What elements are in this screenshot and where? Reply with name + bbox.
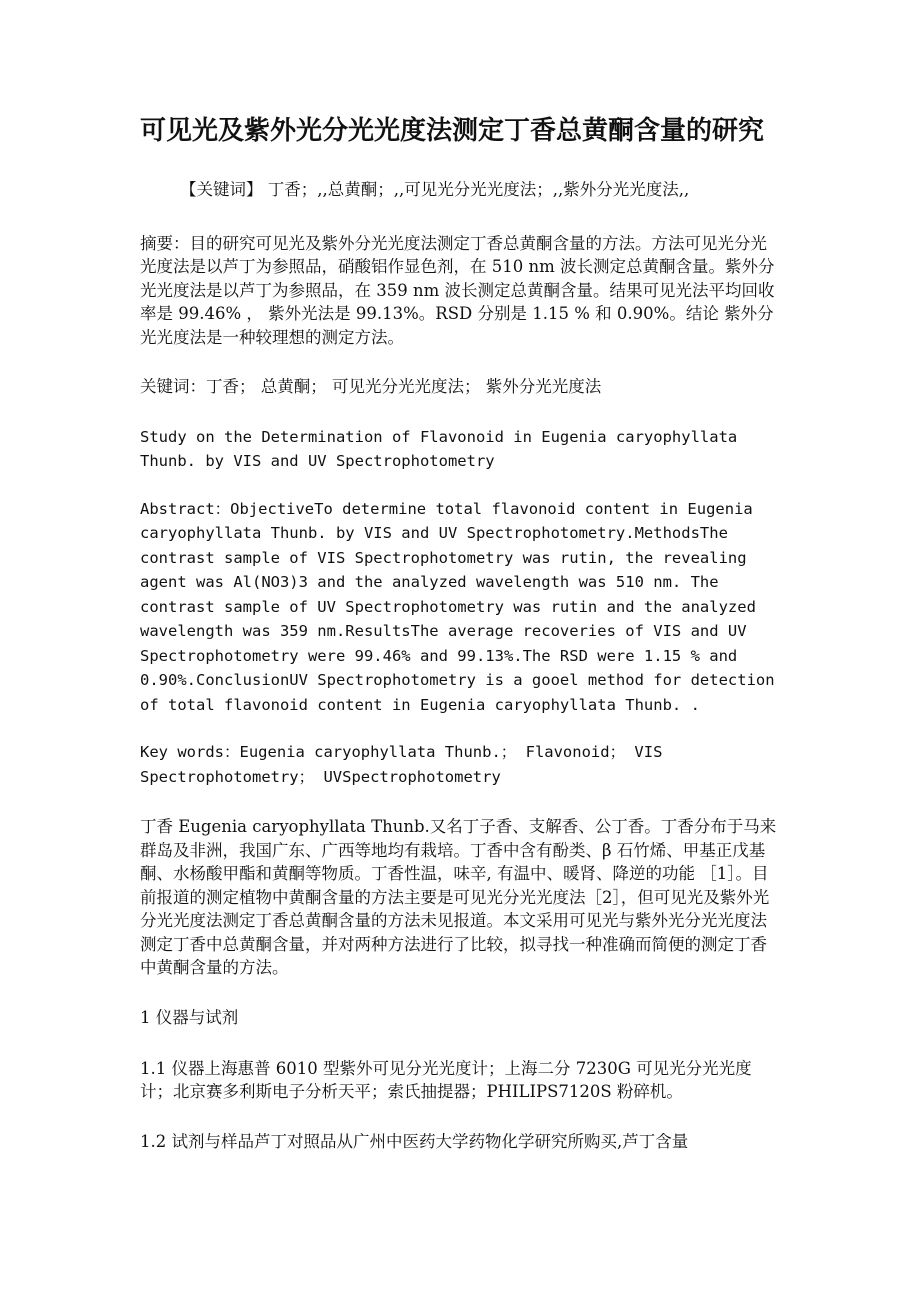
keywords-chinese: 关键词：丁香； 总黄酮； 可见光分光光度法； 紫外分光光度法 <box>140 377 602 396</box>
keywords-bracket: 【关键词】 丁香；,,总黄酮；,,可见光分光光度法；,,紫外分光光度法,, <box>180 180 690 199</box>
paper-title: 可见光及紫外光分光光度法测定丁香总黄酮含量的研究 <box>140 116 765 146</box>
abstract-english: Abstract：ObjectiveTo determine total flavonoid content in Eugenia caryophyllata Thunb. by VIS and UV Spectrophotometry.MethodsThe contrast sample of VIS Spectrophotometry was rutin, the revealing agent was Al(NO3)3 and the analyzed wavelength was 510 nm. The contrast sample of UV Spectrophotometry was rutin and the analyzed wavelength was 359 nm.ResultsThe average recoveries of VIS and UV Spectrophotometry were 99.46% and 99.13%.The RSD were 1.15 % and 0.90%.ConclusionUV Spectrophotometry is a gooel method for detection of total flavonoid content in Eugenia caryophyllata Thunb. . <box>140 499 775 714</box>
section-1-2-paragraph: 1.2 试剂与样品芦丁对照品从广州中医药大学药物化学研究所购买,芦丁含量 <box>140 1131 689 1151</box>
abstract-chinese: 摘要：目的研究可见光及紫外分光光度法测定丁香总黄酮含量的方法。方法可见光分光光度法是以芦丁为参照品，硝酸铝作显色剂，在 510 nm 波长测定总黄酮含量。紫外分光光度法是以芦丁为参照品，在 359 nm 波长测定总黄酮含量。结果可见光法平均回收率是 99.46% ， 紫外光法是 99.13%。RSD 分别是 1.15 % 和 0.90%。结论 紫外分光光度法是一种较理想的测定方法。 <box>140 233 775 347</box>
section-1-heading: 1 仪器与试剂 <box>140 1007 239 1027</box>
english-title: Study on the Determination of Flavonoid in Eugenia caryophyllata Thunb. by VIS and UV Spectrophotometry <box>140 427 738 470</box>
section-1-1-paragraph: 1.1 仪器上海惠普 6010 型紫外可见分光光度计；上海二分 7230G 可见光分光光度计；北京赛多利斯电子分析天平；索氏抽提器；PHILIPS7120S 粉碎机。 <box>140 1058 752 1101</box>
keywords-english: Key words：Eugenia caryophyllata Thunb.； Flavonoid； VIS Spectrophotometry； UVSpectrophotometry <box>140 743 663 786</box>
introduction-paragraph: 丁香 Eugenia caryophyllata Thunb.又名丁子香、支解香、公丁香。丁香分布于马来群岛及非洲，我国广东、广西等地均有栽培。丁香中含有酚类、β 石竹烯、甲基正戊基酮、水杨酸甲酯和黄酮等物质。丁香性温，味辛, 有温中、暖肾、降逆的功能 ［1］。目前报道的测定植物中黄酮含量的方法主要是可见光分光光度法［2］，但可见光及紫外光分光光度法测定丁香总黄酮含量的方法未见报道。本文采用可见光与紫外光分光光度法测定丁香中总黄酮含量，并对两种方法进行了比较，拟寻找一种准确而简便的测定丁香中黄酮含量的方法。 <box>140 817 777 977</box>
paper-page <box>140 112 780 1153</box>
